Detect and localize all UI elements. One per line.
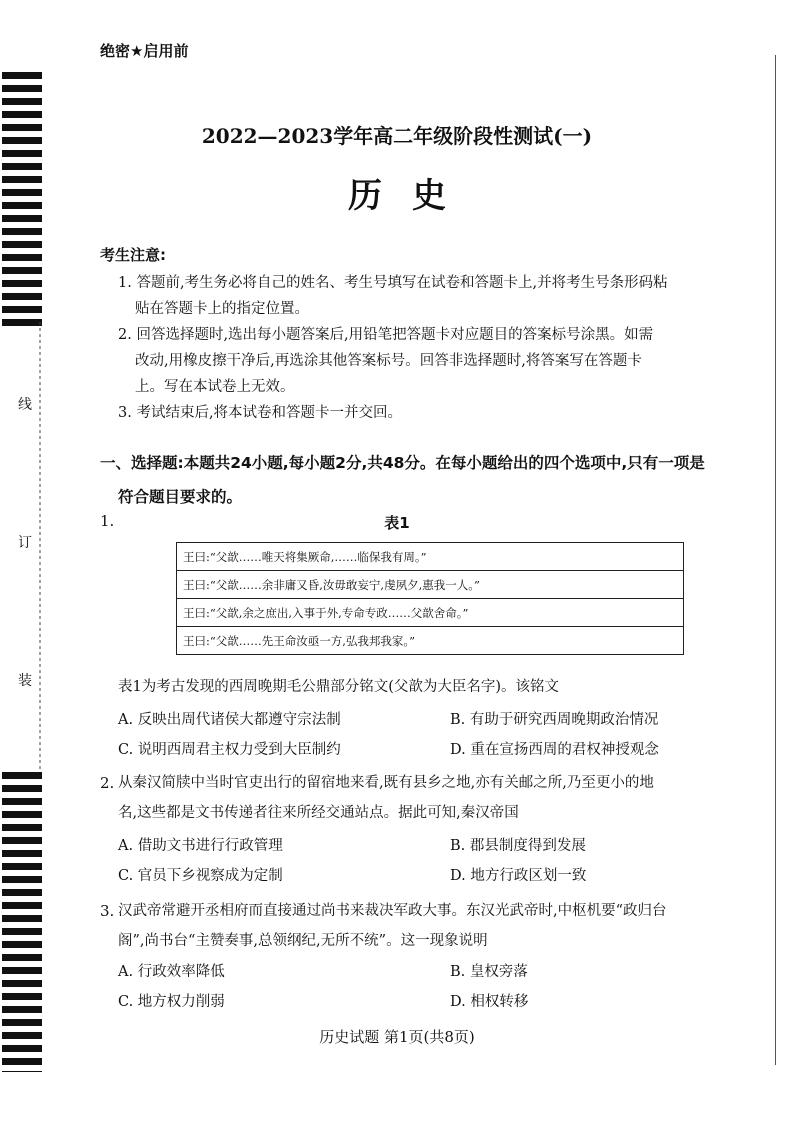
binding-stripe [2,902,42,909]
question-3-option-d: D. 相权转移 [450,994,529,1010]
question-2-option-d: D. 地方行政区划一致 [450,868,587,884]
notice-item [118,400,758,426]
table-row [177,543,684,571]
table-row [177,571,684,599]
binding-stripe [2,241,42,248]
notice-line: 贴在答题卡上的指定位置。 [135,301,309,317]
binding-stripe [2,111,42,118]
binding-stripe [2,993,42,1000]
binding-stripe [2,150,42,157]
subject-title: 历史 [348,176,476,216]
question-2-stem [118,768,758,828]
binding-order-label: 订 [18,535,32,551]
binding-stripe [2,954,42,961]
table-cell: 王曰:“父歆……唯天将集厥命,……临保我有周。” [177,543,684,571]
binding-stripe [2,967,42,974]
question-2-option-a: A. 借助文书进行行政管理 [118,838,283,854]
stem-line: 从秦汉简牍中当时官吏出行的留宿地来看,既有县乡之地,亦有关邮之所,乃至更小的地 [118,775,654,791]
table-cell: 王曰:“父歆……余非庸又昏,汝毋敢妄宁,虔夙夕,惠我一人。” [177,571,684,599]
question-3-number: 3. [100,902,115,920]
binding-stripe [2,837,42,844]
section-line: 符合题目要求的。 [118,488,243,506]
question-2-option-b: B. 郡县制度得到发展 [450,838,586,854]
question-1-option-b: B. 有助于研究西周晚期政治情况 [450,712,659,728]
binding-margin [0,72,44,1072]
binding-stripe [2,863,42,870]
table-row [177,599,684,627]
binding-stripe [2,785,42,792]
notice-item [118,270,758,322]
binding-stripe [2,1019,42,1026]
page-footer: 历史试题 第1页(共8页) [319,1028,475,1046]
binding-line-label: 线 [18,397,32,413]
question-3-option-a: A. 行政效率降低 [118,964,225,980]
binding-stripe [2,980,42,987]
binding-stripe [2,772,42,779]
stem-line: 阁”,尚书台“主赞奏事,总领纲纪,无所不统”。这一现象说明 [118,933,488,949]
binding-stripe [2,267,42,274]
binding-stripe [2,98,42,105]
question-1-option-a: A. 反映出周代诸侯大都遵守宗法制 [118,712,341,728]
question-3-option-c: C. 地方权力削弱 [118,994,225,1010]
binding-stripe [2,889,42,896]
binding-stripe [2,1006,42,1013]
question-3-stem [118,896,758,956]
binding-stripe [2,928,42,935]
notice-line: 2. 回答选择题时,选出每小题答案后,用铅笔把答题卡对应题目的答案标号涂黑。如需 [118,327,654,343]
binding-stripe [2,798,42,805]
notice-item [118,322,758,400]
binding-stripe [2,254,42,261]
binding-stripe [2,319,42,326]
binding-stripe [2,824,42,831]
question-1-number: 1. [100,512,115,530]
binding-stripe [2,915,42,922]
exam-title: 2022—2023学年高二年级阶段性测试(一) [201,124,593,148]
section-line: 一、选择题:本题共24小题,每小题2分,共48分。在每小题给出的四个选项中,只有一项是 [100,454,705,472]
binding-stripe [2,293,42,300]
binding-stripe [2,72,42,79]
binding-stripe [2,811,42,818]
table-cell: 王曰:“父歆……先王命汝亟一方,弘我邦我家。” [177,627,684,655]
binding-bind-label: 装 [18,673,32,689]
notice-line: 3. 考试结束后,将本试卷和答题卡一并交回。 [118,405,403,421]
table-cell: 王曰:“父歆,余之庶出,入事于外,专命专政……父歆舍命。” [177,599,684,627]
question-2-option-c: C. 官员下乡视察成为定制 [118,868,283,884]
table-row [177,627,684,655]
binding-stripe [2,850,42,857]
binding-stripe [2,228,42,235]
section-heading [100,446,750,514]
table-title: 表1 [384,514,410,532]
binding-stripe [2,306,42,313]
binding-stripe [2,1071,42,1072]
binding-stripe [2,941,42,948]
binding-stripes [0,72,44,1072]
notice-line: 改动,用橡皮擦干净后,再选涂其他答案标号。回答非选择题时,将答案写在答题卡 [135,353,642,369]
question-3-option-b: B. 皇权旁落 [450,964,528,980]
question-1-option-d: D. 重在宣扬西周的君权神授观念 [450,742,659,758]
question-2-number: 2. [100,774,115,792]
notice-line: 1. 答题前,考生务必将自己的姓名、考生号填写在试卷和答题卡上,并将考生号条形码粘 [118,275,668,291]
question-1-option-c: C. 说明西周君主权力受到大臣制约 [118,742,341,758]
inscription-table [176,542,684,655]
binding-stripe [2,85,42,92]
binding-stripe [2,280,42,287]
notice-list [118,270,758,426]
secret-label: 绝密★启用前 [100,42,189,60]
binding-stripe [2,876,42,883]
stem-line: 汉武帝常避开丞相府而直接通过尚书来裁决军政大事。东汉光武帝时,中枢机要“政归台 [118,903,667,919]
binding-stripe [2,1058,42,1065]
notice-heading: 考生注意: [100,246,166,264]
notice-line: 上。写在本试卷上无效。 [135,379,295,395]
stem-line: 名,这些都是文书传递者往来所经交通站点。据此可知,秦汉帝国 [118,805,519,821]
question-1-stem: 表1为考古发现的西周晚期毛公鼎部分铭文(父歆为大臣名字)。该铭文 [118,679,560,695]
